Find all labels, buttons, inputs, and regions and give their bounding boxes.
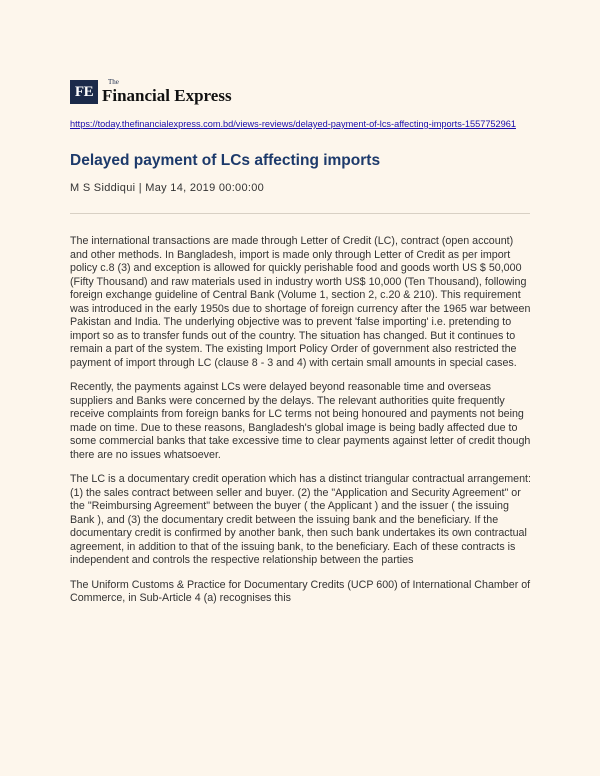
logo-the-text: The [108, 78, 119, 86]
article-url-link[interactable]: https://today.thefinancialexpress.com.bd/views-reviews/delayed-payment-of-lcs-affecting-imports-1557752961 [70, 119, 516, 129]
article-paragraph: The Uniform Customs & Practice for Documentary Credits (UCP 600) of International Chamber of Commerce, in Sub-Article 4 (a) recognises this [70, 578, 531, 604]
article-body [70, 235, 532, 617]
article-author: M S Siddiqui [70, 182, 136, 194]
article-title: Delayed payment of LCs affecting imports [70, 152, 381, 169]
article-paragraph: Recently, the payments against LCs were delayed beyond reasonable time and overseas suppliers and Banks were concerned by the delays. The relevant authorities quite frequently receive complaints from foreign banks for LC terms not being honoured and payments not being made on time. Due to these reasons, Bangladesh's global image is being badly affected due to some commercial banks that take excessive time to clear payments against letter of credit though there are no issues whatsoever. [70, 381, 531, 461]
article-paragraph: The international transactions are made through Letter of Credit (LC), contract (open account) and other methods. In Bangladesh, import is made only through Letter of Credit as per import policy c.8 (3) and exception is allowed for quickly perishable food and goods worth US $ 50,000 (Fifty Thousand) and raw materials used in industry worth US$ 10,000 (Ten Thousand), following foreign exchange guideline of Central Bank (Volume 1, section 2, c.20 & 210). This requirement was introduced in the early 1950s due to shortage of foreign currency after the 1965 war between Pakistan and India. The underlying objective was to prevent 'false importing' i.e. pretending to import so as to transfer funds out of the country. The situation has changed. But it continues to remain a part of the system. The existing Import Policy Order of government also restricted the payment of import through LC (clause 8 - 3 and 4) with certain small amounts in special cases. [70, 235, 531, 369]
byline-separator: | [138, 182, 142, 194]
financial-express-logo [70, 78, 232, 105]
header-divider [70, 213, 530, 214]
logo-name-text: Financial Express [102, 86, 232, 105]
article-paragraph: The LC is a documentary credit operation which has a distinct triangular contractual arrangement: (1) the sales contract between seller and buyer. (2) the "Application and Security Agreement" or the "Reimbursing Agreement" between the buyer ( the Applicant ) and the issuer ( the issuing Bank ), and (3) the documentary credit between the issuing bank and the beneficiary. If the documentary credit is confirmed by another bank, then such bank undertakes its own contractual agreement, in addition to that of the issuing bank, to the beneficiary. Each of these contracts is independent and controls the respective relationship between the parties [70, 473, 531, 566]
fe-logo-mark: FE [70, 80, 98, 104]
article-byline [70, 182, 264, 194]
article-date: May 14, 2019 00:00:00 [145, 182, 265, 194]
